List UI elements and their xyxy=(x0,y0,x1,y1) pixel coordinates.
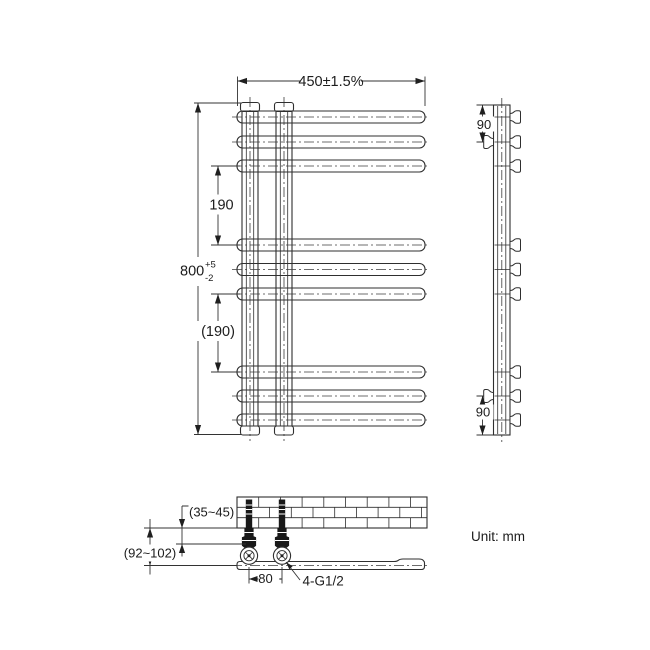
installation-view xyxy=(232,497,429,570)
bar-end-knob xyxy=(510,366,521,379)
dim-width xyxy=(238,74,426,107)
bar-end-knob xyxy=(510,288,521,301)
side-view xyxy=(484,98,521,442)
connection-spacing-label: 80 xyxy=(258,571,273,587)
bar-end-knob xyxy=(510,160,521,173)
bar-end-knobs xyxy=(510,111,521,427)
valve-to-wall-label: (35~45) xyxy=(189,504,235,520)
bar-end-knob xyxy=(510,111,521,124)
wall-brackets xyxy=(484,136,494,403)
wall-bracket xyxy=(484,390,494,403)
height-dimension-label: 800 xyxy=(180,263,205,280)
dim-side-top-offset xyxy=(474,105,495,142)
towel-bars xyxy=(237,111,425,426)
front-view xyxy=(232,97,430,441)
dim-pipe-center-to-wall xyxy=(122,519,238,575)
pipe-center-to-wall-label: (92~102) xyxy=(123,545,177,561)
post-outline xyxy=(242,112,292,427)
side-top-offset-label: 90 xyxy=(476,116,492,132)
bar-end-knob xyxy=(510,390,521,403)
lower-spacing-label: (190) xyxy=(201,324,235,340)
upper-spacing-label: 190 xyxy=(209,197,234,214)
dimensions xyxy=(122,74,526,589)
brick-mortar-rows xyxy=(237,507,427,517)
unit-note: Unit: mm xyxy=(471,529,525,544)
wall-outline xyxy=(237,497,427,528)
post-centerlines xyxy=(250,97,284,441)
width-dimension-label: 450±1.5% xyxy=(298,73,364,90)
bottom-rail xyxy=(237,559,425,570)
connection-thread-label: 4-G1/2 xyxy=(302,573,344,589)
bar-end-knob xyxy=(510,414,521,427)
valve-assembly xyxy=(240,500,257,565)
post-inner-walls xyxy=(246,112,287,427)
front-posts xyxy=(241,103,294,436)
bar-end-knob xyxy=(510,136,521,149)
brick-joints xyxy=(248,497,422,528)
height-tolerance-lower-label: -2 xyxy=(205,273,214,284)
height-tolerance-upper-label: +5 xyxy=(205,259,216,271)
side-bottom-offset-label: 90 xyxy=(475,404,491,420)
dim-side-bottom-offset xyxy=(473,396,494,435)
bar-centerlines xyxy=(232,117,430,420)
dim-lower-spacing xyxy=(196,294,241,372)
bar-end-knob xyxy=(510,263,521,276)
dim-upper-spacing xyxy=(206,166,240,245)
bar-end-knob xyxy=(510,239,521,252)
dim-height xyxy=(177,103,241,435)
thread-callout xyxy=(286,562,344,589)
wall-bracket xyxy=(484,136,494,149)
valve-assembly xyxy=(273,500,290,565)
